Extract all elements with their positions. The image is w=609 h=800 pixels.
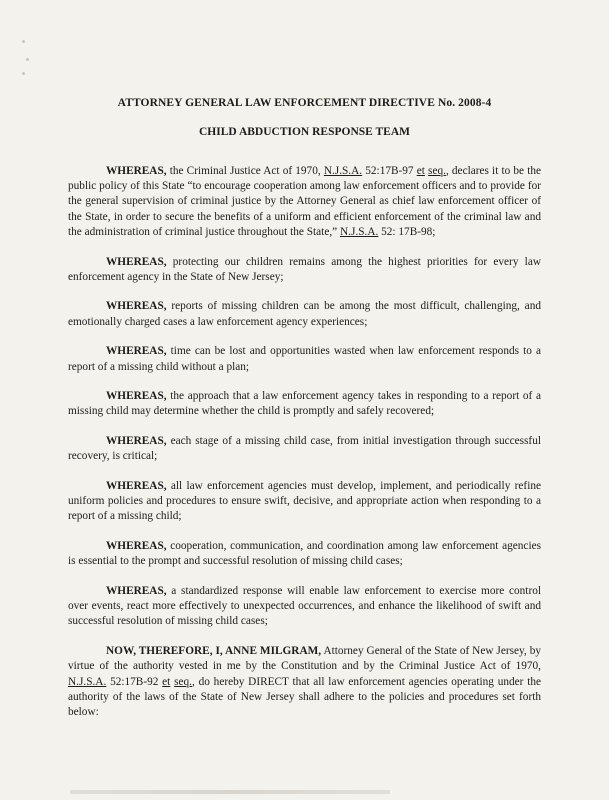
paragraph-lead: WHEREAS, <box>106 435 167 448</box>
whereas-paragraph-9: WHEREAS, a standardized response will enable law enforcement to exercise more control over events, react more effectively to unexpected occurrences, and enhance the likelihood of swift and successful resolution of missing child cases; <box>68 585 541 628</box>
paragraph-lead: WHEREAS, <box>106 345 167 358</box>
paragraph-lead: WHEREAS, <box>106 165 167 177</box>
whereas-paragraph-3: WHEREAS, reports of missing children can be among the most difficult, challenging, and emotionally charged cases a law enforcement agency experiences; <box>68 300 541 328</box>
paragraph-lead: WHEREAS, <box>106 585 167 598</box>
whereas-paragraph-2: WHEREAS, protecting our children remains among the highest priorities for every law enforcement agency in the State of New Jersey; <box>68 255 541 283</box>
directive-paragraph: NOW, THEREFORE, I, ANNE MILGRAM, Attorney General of the State of New Jersey, by virtue of the authority vested in me by the Constitution and by the Criminal Justice Act of 1970, N.J.S.A. 52:17B-92 et seq., do hereby DIRECT that all law enforcement agencies operating under the authority of the laws of the State of New Jersey shall adhere to the policies and procedures set forth below: <box>68 645 541 718</box>
statute-citation: N.J.S.A. <box>340 225 379 238</box>
whereas-paragraph-4: WHEREAS, time can be lost and opportunities wasted when law enforcement responds to a report of a missing child without a plan; <box>68 345 541 373</box>
paragraph-lead: WHEREAS, <box>106 255 167 268</box>
whereas-paragraph-7: WHEREAS, all law enforcement agencies must develop, implement, and periodically refine uniform policies and procedures to ensure swift, decisive, and appropriate action when responding to a report of a missing child; <box>68 480 541 523</box>
statute-citation: N.J.S.A. <box>68 675 107 688</box>
paragraph-lead: NOW, THEREFORE, I, ANNE MILGRAM, <box>106 645 322 658</box>
paragraph-lead: WHEREAS, <box>106 300 167 313</box>
scan-speck <box>22 40 25 43</box>
whereas-paragraph-5: WHEREAS, the approach that a law enforcement agency takes in responding to a report of a missing child may determine whether the child is promptly and safely recovered; <box>68 390 541 418</box>
paragraph-lead: WHEREAS, <box>106 480 167 493</box>
whereas-paragraph-6: WHEREAS, each stage of a missing child case, from initial investigation through successful recovery, is critical; <box>68 435 541 463</box>
directive-title: ATTORNEY GENERAL LAW ENFORCEMENT DIRECTIVE No. 2008-4 <box>117 97 492 109</box>
paragraph-lead: WHEREAS, <box>106 390 167 403</box>
whereas-paragraph-8: WHEREAS, cooperation, communication, and coordination among law enforcement agencies is essential to the prompt and successful resolution of missing child cases; <box>68 540 541 568</box>
scan-artifact <box>70 790 390 794</box>
whereas-paragraph-1: WHEREAS, the Criminal Justice Act of 1970, N.J.S.A. 52:17B-97 et seq., declares it to be the public policy of this State “to encourage cooperation among law enforcement officers and to provide for the general supervision of criminal justice by the Attorney General as chief law enforcement officer of the State, in order to secure the benefits of a uniform and efficient enforcement of the criminal law and the administration of criminal justice throughout the State,” N.J.S.A. 52: 17B-98; <box>68 165 542 238</box>
directive-subtitle: CHILD ABDUCTION RESPONSE TEAM <box>199 126 410 138</box>
scan-speck <box>22 72 25 75</box>
scan-speck <box>26 58 29 61</box>
paragraph-lead: WHEREAS, <box>106 540 167 553</box>
statute-citation: N.J.S.A. <box>323 165 363 177</box>
